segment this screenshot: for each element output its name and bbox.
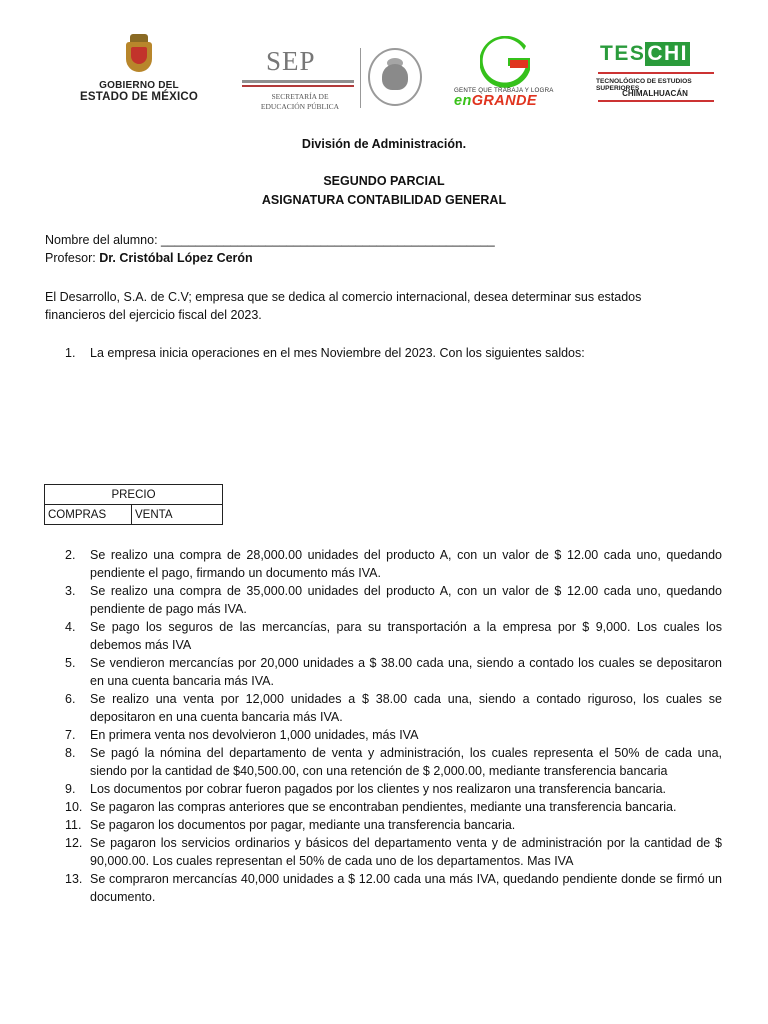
list-item-number: 3. (65, 584, 76, 598)
sep-divider (360, 48, 361, 108)
subject-title: ASIGNATURA CONTABILIDAD GENERAL (261, 193, 507, 207)
list-item-number: 13. (65, 872, 83, 886)
price-table-col-venta: VENTA (132, 505, 223, 525)
logo-gobierno-estado-mexico (78, 34, 200, 118)
national-seal-icon (368, 48, 422, 106)
list-item (45, 870, 722, 906)
item-list-start (45, 344, 722, 362)
list-item-number: 5. (65, 656, 76, 670)
coat-of-arms-icon (121, 34, 157, 76)
student-name-blank: ________________________________________________ (161, 233, 495, 247)
list-item-text: Se pagaron los documentos por pagar, mediante una transferencia bancaria. (90, 818, 516, 832)
list-item-text: Se pagaron los servicios ordinarios y básicos del departamento venta y de administración por la cantidad de $ 90,000.00. Los cuales representan el 50% de cada uno de los departamentos. Mas IVA (90, 836, 722, 868)
list-item (45, 816, 722, 834)
list-item (45, 780, 722, 798)
edomex-logo-line2: ESTADO DE MÉXICO (80, 91, 198, 103)
list-item (45, 582, 722, 618)
list-item-number: 11. (65, 818, 82, 832)
list-item-number: 10. (65, 800, 83, 814)
teschi-word-b: CHI (647, 42, 689, 65)
list-item-text: Se pagaron las compras anteriores que se encontraban pendientes, mediante una transferencia bancaria. (90, 800, 677, 814)
engrande-tagline: GENTE QUE TRABAJA Y LOGRA (454, 87, 554, 94)
engrande-wordmark (454, 93, 566, 109)
list-item (45, 834, 722, 870)
price-table-col-compras: COMPRAS (45, 505, 132, 525)
engrande-word-en: en (454, 93, 472, 109)
logo-sep (238, 38, 424, 114)
teschi-bar-bottom (598, 100, 714, 102)
list-item-text: Se vendieron mercancías por 20,000 unidades a $ 38.00 cada una, siendo a contado los cuales se depositaron en una cuenta bancaria más IVA. (90, 656, 722, 688)
list-item (45, 344, 722, 362)
list-item-number: 1. (65, 346, 76, 360)
edomex-logo-line1: GOBIERNO DEL (99, 80, 179, 91)
transaction-list (45, 546, 722, 906)
list-item-number: 8. (65, 746, 76, 760)
logo-engrande (452, 32, 564, 116)
sep-band (242, 80, 354, 83)
teschi-line2: CHIMALHUACÁN (622, 89, 688, 98)
professor-line (45, 249, 725, 267)
list-item (45, 546, 722, 582)
sep-logo-word: SEP (266, 46, 316, 76)
logo-header (0, 28, 768, 120)
price-table (44, 484, 223, 525)
list-item-number: 7. (65, 728, 76, 742)
intro-line-2: financieros del ejercicio fiscal del 2023. (45, 308, 262, 322)
engrande-word-grande: GRANDE (471, 93, 537, 109)
sep-logo-sub1: SECRETARÍA DE (271, 92, 329, 101)
sep-logo-sub2: EDUCACIÓN PÚBLICA (260, 102, 340, 111)
sep-band-red (242, 85, 354, 87)
intro-line-1: El Desarrollo, S.A. de C.V; empresa que se dedica al comercio internacional, desea determinar sus estados (45, 290, 642, 304)
list-item (45, 726, 722, 744)
list-item-text: Se pago los seguros de las mercancías, para su transportación a la empresa por $ 9,000. Los cuales los debemos más IVA (90, 620, 722, 652)
list-item-number: 6. (65, 692, 76, 706)
list-item-text: La empresa inicia operaciones en el mes Noviembre del 2023. Con los siguientes saldos: (90, 346, 585, 360)
logo-teschi (592, 42, 720, 112)
teschi-bar (598, 72, 714, 74)
list-item-number: 2. (65, 548, 76, 562)
division-title: División de Administración. (301, 137, 467, 151)
professor-name: Dr. Cristóbal López Cerón (99, 251, 253, 265)
list-item (45, 618, 722, 654)
list-item (45, 798, 722, 816)
teschi-word-a: TES (600, 42, 646, 65)
list-item (45, 690, 722, 726)
list-item-text: En primera venta nos devolvieron 1,000 unidades, más IVA (90, 728, 419, 742)
student-name-label: Nombre del alumno: (45, 233, 162, 247)
g-letter-icon (480, 36, 532, 88)
professor-label: Profesor: (45, 251, 100, 265)
list-item-text: Se realizo una compra de 35,000.00 unidades del producto A, con un valor de $ 12.00 cada uno, quedando pendiente de pago más IVA. (90, 584, 722, 616)
list-item-text: Se compraron mercancías 40,000 unidades a $ 12.00 cada una más IVA, quedando pendiente donde se firmó un documento. (90, 872, 722, 904)
list-item-text: Los documentos por cobrar fueron pagados por los clientes y nos realizaron una transferencia bancaria. (90, 782, 667, 796)
list-item (45, 744, 722, 780)
exam-title: SEGUNDO PARCIAL (323, 174, 445, 188)
list-item-number: 12. (65, 836, 83, 850)
teschi-line1: TECNOLÓGICO DE ESTUDIOS SUPERIORES (596, 78, 692, 92)
list-item-text: Se pagó la nómina del departamento de venta y administración, los cuales representa el 50% de cada una, siendo por la cantidad de $40,500.00, con una retención de $ 2,000.00, mediante transferencia bancaria (90, 746, 722, 778)
student-name-line (45, 231, 725, 249)
teschi-wordmark (600, 42, 690, 72)
list-item-text: Se realizo una venta por 12,000 unidades a $ 38.00 cada una, siendo a contado riguroso, los cuales se depositaron en una cuenta bancaria más IVA. (90, 692, 722, 724)
list-item-text: Se realizo una compra de 28,000.00 unidades del producto A, con un valor de $ 12.00 cada uno, quedando pendiente el pago, firmando un documento más IVA. (90, 548, 722, 580)
list-item-number: 4. (65, 620, 76, 634)
list-item-number: 9. (65, 782, 76, 796)
price-table-header: PRECIO (45, 485, 223, 505)
list-item (45, 654, 722, 690)
